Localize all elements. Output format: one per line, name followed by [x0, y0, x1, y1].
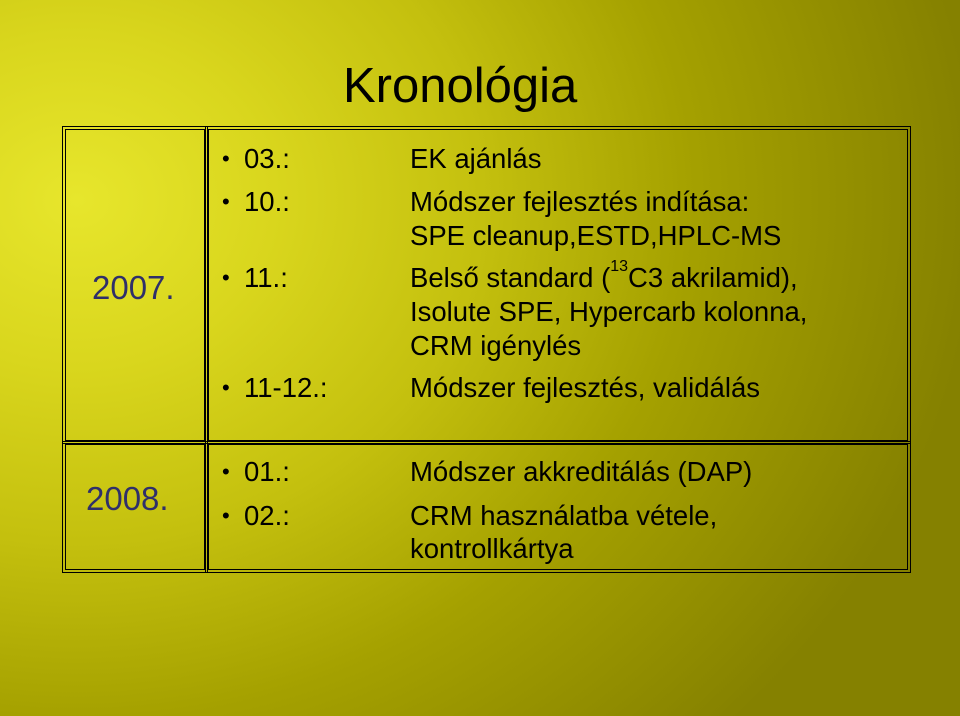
entry-description: Módszer fejlesztés, validálás [410, 372, 761, 403]
entry-description-cont: CRM igénylés [410, 330, 582, 361]
slide-title: Kronológia [343, 59, 578, 113]
entry-date: 01.: [244, 456, 290, 487]
bullet: • [222, 265, 230, 290]
year-label-2007: 2007. [92, 269, 175, 306]
entry-description-cont: kontrollkártya [410, 533, 574, 564]
bullet: • [222, 503, 230, 528]
entry-description: CRM használatba vétele, [410, 500, 718, 531]
entry-description: EK ajánlás [410, 143, 542, 174]
bullet: • [222, 459, 230, 484]
entry-description [410, 258, 798, 294]
isotope-superscript: 13 [610, 258, 629, 275]
bullet: • [222, 375, 230, 400]
entry-date: 02.: [244, 500, 290, 531]
entry-description-cont: Isolute SPE, Hypercarb kolonna, [410, 296, 808, 327]
entry-date: 10.: [244, 186, 290, 217]
bullet: • [222, 146, 230, 171]
entry-description: Módszer fejlesztés indítása: [410, 186, 750, 217]
entry-date: 11-12.: [244, 372, 328, 403]
entry-date: 03.: [244, 143, 290, 174]
entry-description: Módszer akkreditálás (DAP) [410, 456, 753, 487]
entry-date: 11.: [244, 262, 288, 293]
entry-description-cont: SPE cleanup,ESTD,HPLC-MS [410, 220, 782, 251]
year-label-2008: 2008. [86, 480, 169, 517]
entry-text-post: C3 akrilamid), [628, 262, 798, 293]
bullet: • [222, 189, 230, 214]
entry-text-pre: Belső standard ( [410, 262, 611, 293]
